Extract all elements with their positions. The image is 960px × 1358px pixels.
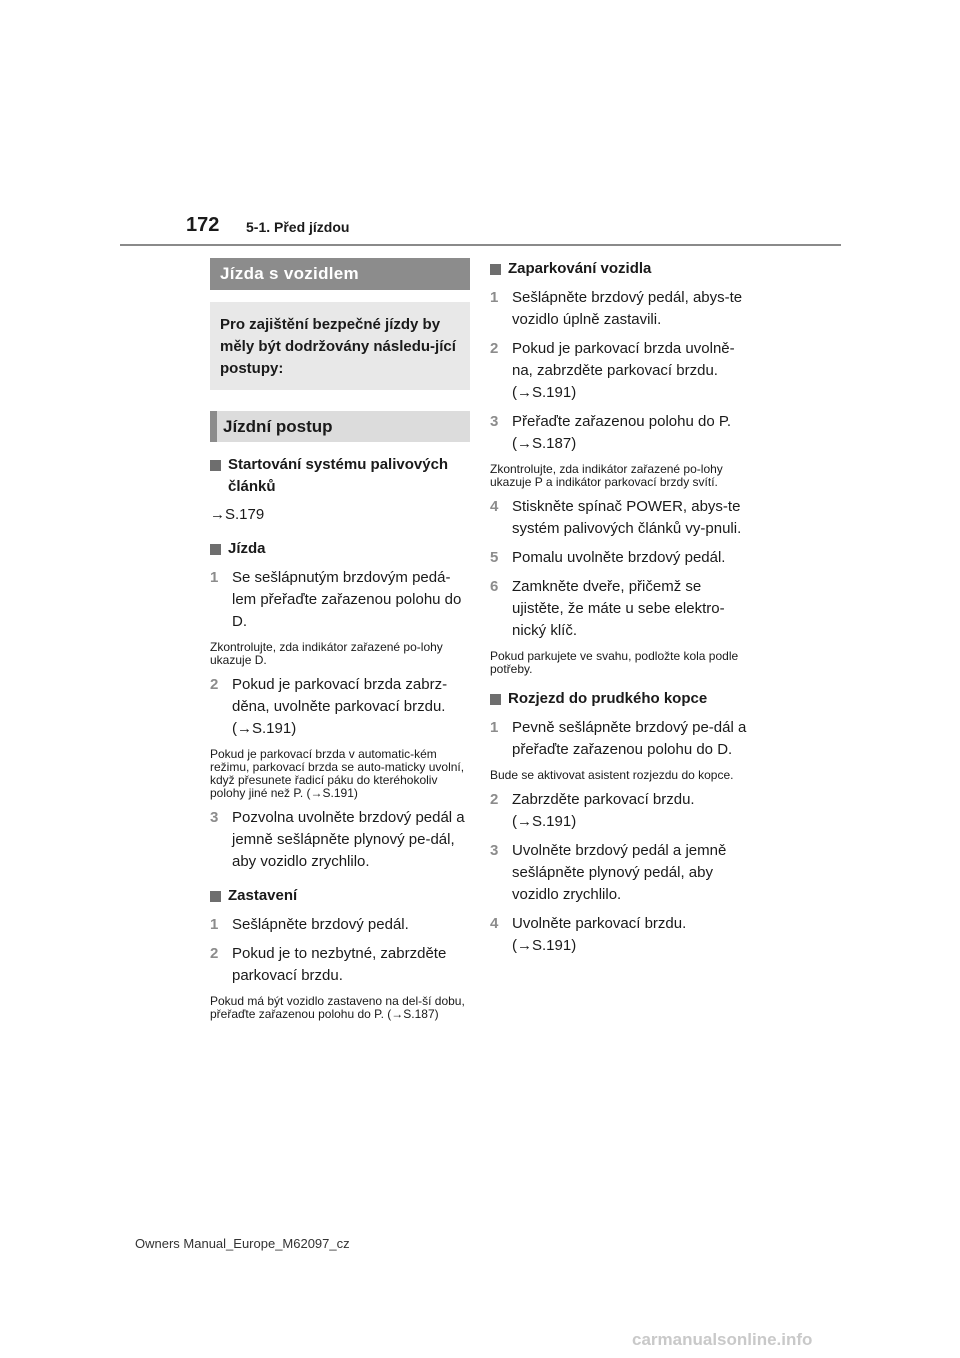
section-label: 5-1. Před jízdou [246, 219, 350, 235]
subhead-text: Startování systému palivových článků [228, 456, 449, 495]
step-number: 4 [490, 498, 499, 515]
note: Pokud je parkovací brzda v automatic-kém režimu, parkovací brzda se auto-maticky uvolní, když přesunete řadicí páku do kteréhokoliv polohy jiné než P. (→S.191) [210, 747, 465, 800]
square-bullet-icon [210, 891, 221, 902]
header-rule [120, 244, 841, 246]
square-bullet-icon [210, 460, 221, 471]
step-text: Zabrzděte parkovací brzdu. (→S.191) [512, 791, 695, 830]
intro-box: Pro zajištění bezpečné jízdy by měly být dodržovány následu-jící postupy: [210, 302, 470, 390]
step-number: 6 [490, 578, 499, 595]
step [490, 547, 752, 569]
step-text: Uvolněte parkovací brzdu. (→S.191) [512, 915, 687, 954]
step-text: Uvolněte brzdový pedál a jemně sešlápněte plynový pedál, aby vozidlo zrychlilo. [512, 842, 727, 903]
step-text: Sešlápněte brzdový pedál. [232, 916, 409, 933]
page-title: Jízda s vozidlem [210, 258, 470, 290]
step-number: 1 [490, 719, 499, 736]
subhead-text: Jízda [228, 540, 266, 557]
step [210, 807, 470, 873]
step [490, 411, 752, 455]
note: Pokud parkujete ve svahu, podložte kola podle potřeby. [490, 649, 739, 676]
note: Pokud má být vozidlo zastaveno na del-ší dobu, přeřaďte zařazenou polohu do P. (→S.187) [210, 994, 465, 1021]
step [490, 913, 752, 957]
left-column [210, 258, 470, 1021]
footer-document-id: Owners Manual_Europe_M62097_cz [135, 1236, 350, 1251]
subhead-text: Zastavení [228, 887, 298, 904]
subhead-hill [490, 688, 752, 710]
note: Zkontrolujte, zda indikátor zařazené po-lohy ukazuje P a indikátor parkovací brzdy svítí. [490, 462, 723, 489]
subhead-drive [210, 538, 470, 560]
step-text: Pokud je to nezbytné, zabrzděte parkovací brzdu. [232, 945, 447, 984]
step-number: 5 [490, 549, 499, 566]
step-number: 3 [490, 413, 499, 430]
subhead-stop [210, 885, 470, 907]
page-number: 172 [186, 214, 220, 236]
step-number: 1 [210, 916, 219, 933]
square-bullet-icon [490, 264, 501, 275]
step-text: Pokud je parkovací brzda zabrz-děna, uvolněte parkovací brzdu. (→S.191) [232, 676, 448, 737]
step [490, 338, 752, 404]
step-number: 2 [210, 945, 219, 962]
step-text: Se sešlápnutým brzdovým pedá-lem přeřaďte zařazenou polohu do D. [232, 569, 462, 630]
step-text: Sešlápněte brzdový pedál, abys-te vozidlo úplně zastavili. [512, 289, 743, 328]
note: Zkontrolujte, zda indikátor zařazené po-lohy ukazuje D. [210, 640, 443, 667]
step [490, 576, 752, 642]
subhead-text: Zaparkování vozidla [508, 260, 652, 277]
step-text: Pozvolna uvolněte brzdový pedál a jemně sešlápněte plynový pe-dál, aby vozidlo zrychlilo. [232, 809, 465, 870]
step-number: 1 [210, 569, 219, 586]
right-column [490, 258, 752, 957]
step-text: Zamkněte dveře, přičemž se ujistěte, že máte u sebe elektro-nický klíč. [512, 578, 725, 639]
step-text: Přeřaďte zařazenou polohu do P. (→S.187) [512, 413, 732, 452]
step [210, 943, 470, 987]
step-text: Pomalu uvolněte brzdový pedál. [512, 549, 726, 566]
step [490, 789, 752, 833]
step-text: Pevně sešlápněte brzdový pe-dál a přeřaďte zařazenou polohu do D. [512, 719, 747, 758]
step [210, 914, 470, 936]
step [210, 674, 470, 740]
subhead-text: Rozjezd do prudkého kopce [508, 690, 708, 707]
step-number: 4 [490, 915, 499, 932]
step [490, 496, 752, 540]
step [490, 717, 752, 761]
step-text: Pokud je parkovací brzda uvolně-na, zabrzděte parkovací brzdu. (→S.191) [512, 340, 735, 401]
step-text: Stiskněte spínač POWER, abys-te systém palivových článků vy-pnuli. [512, 498, 742, 537]
square-bullet-icon [210, 544, 221, 555]
watermark: carmanualsonline.info [632, 1330, 813, 1349]
note: Bude se aktivovat asistent rozjezdu do kopce. [490, 768, 734, 782]
section-title: Jízdní postup [210, 411, 470, 442]
page-reference: →S.179 [210, 506, 265, 523]
step-number: 1 [490, 289, 499, 306]
step-number: 2 [490, 340, 499, 357]
step-number: 3 [210, 809, 219, 826]
step-number: 2 [210, 676, 219, 693]
step-number: 2 [490, 791, 499, 808]
step [210, 567, 470, 633]
subhead-park [490, 258, 752, 280]
subhead-start [210, 454, 470, 498]
step [490, 287, 752, 331]
step [490, 840, 752, 906]
step-number: 3 [490, 842, 499, 859]
square-bullet-icon [490, 694, 501, 705]
